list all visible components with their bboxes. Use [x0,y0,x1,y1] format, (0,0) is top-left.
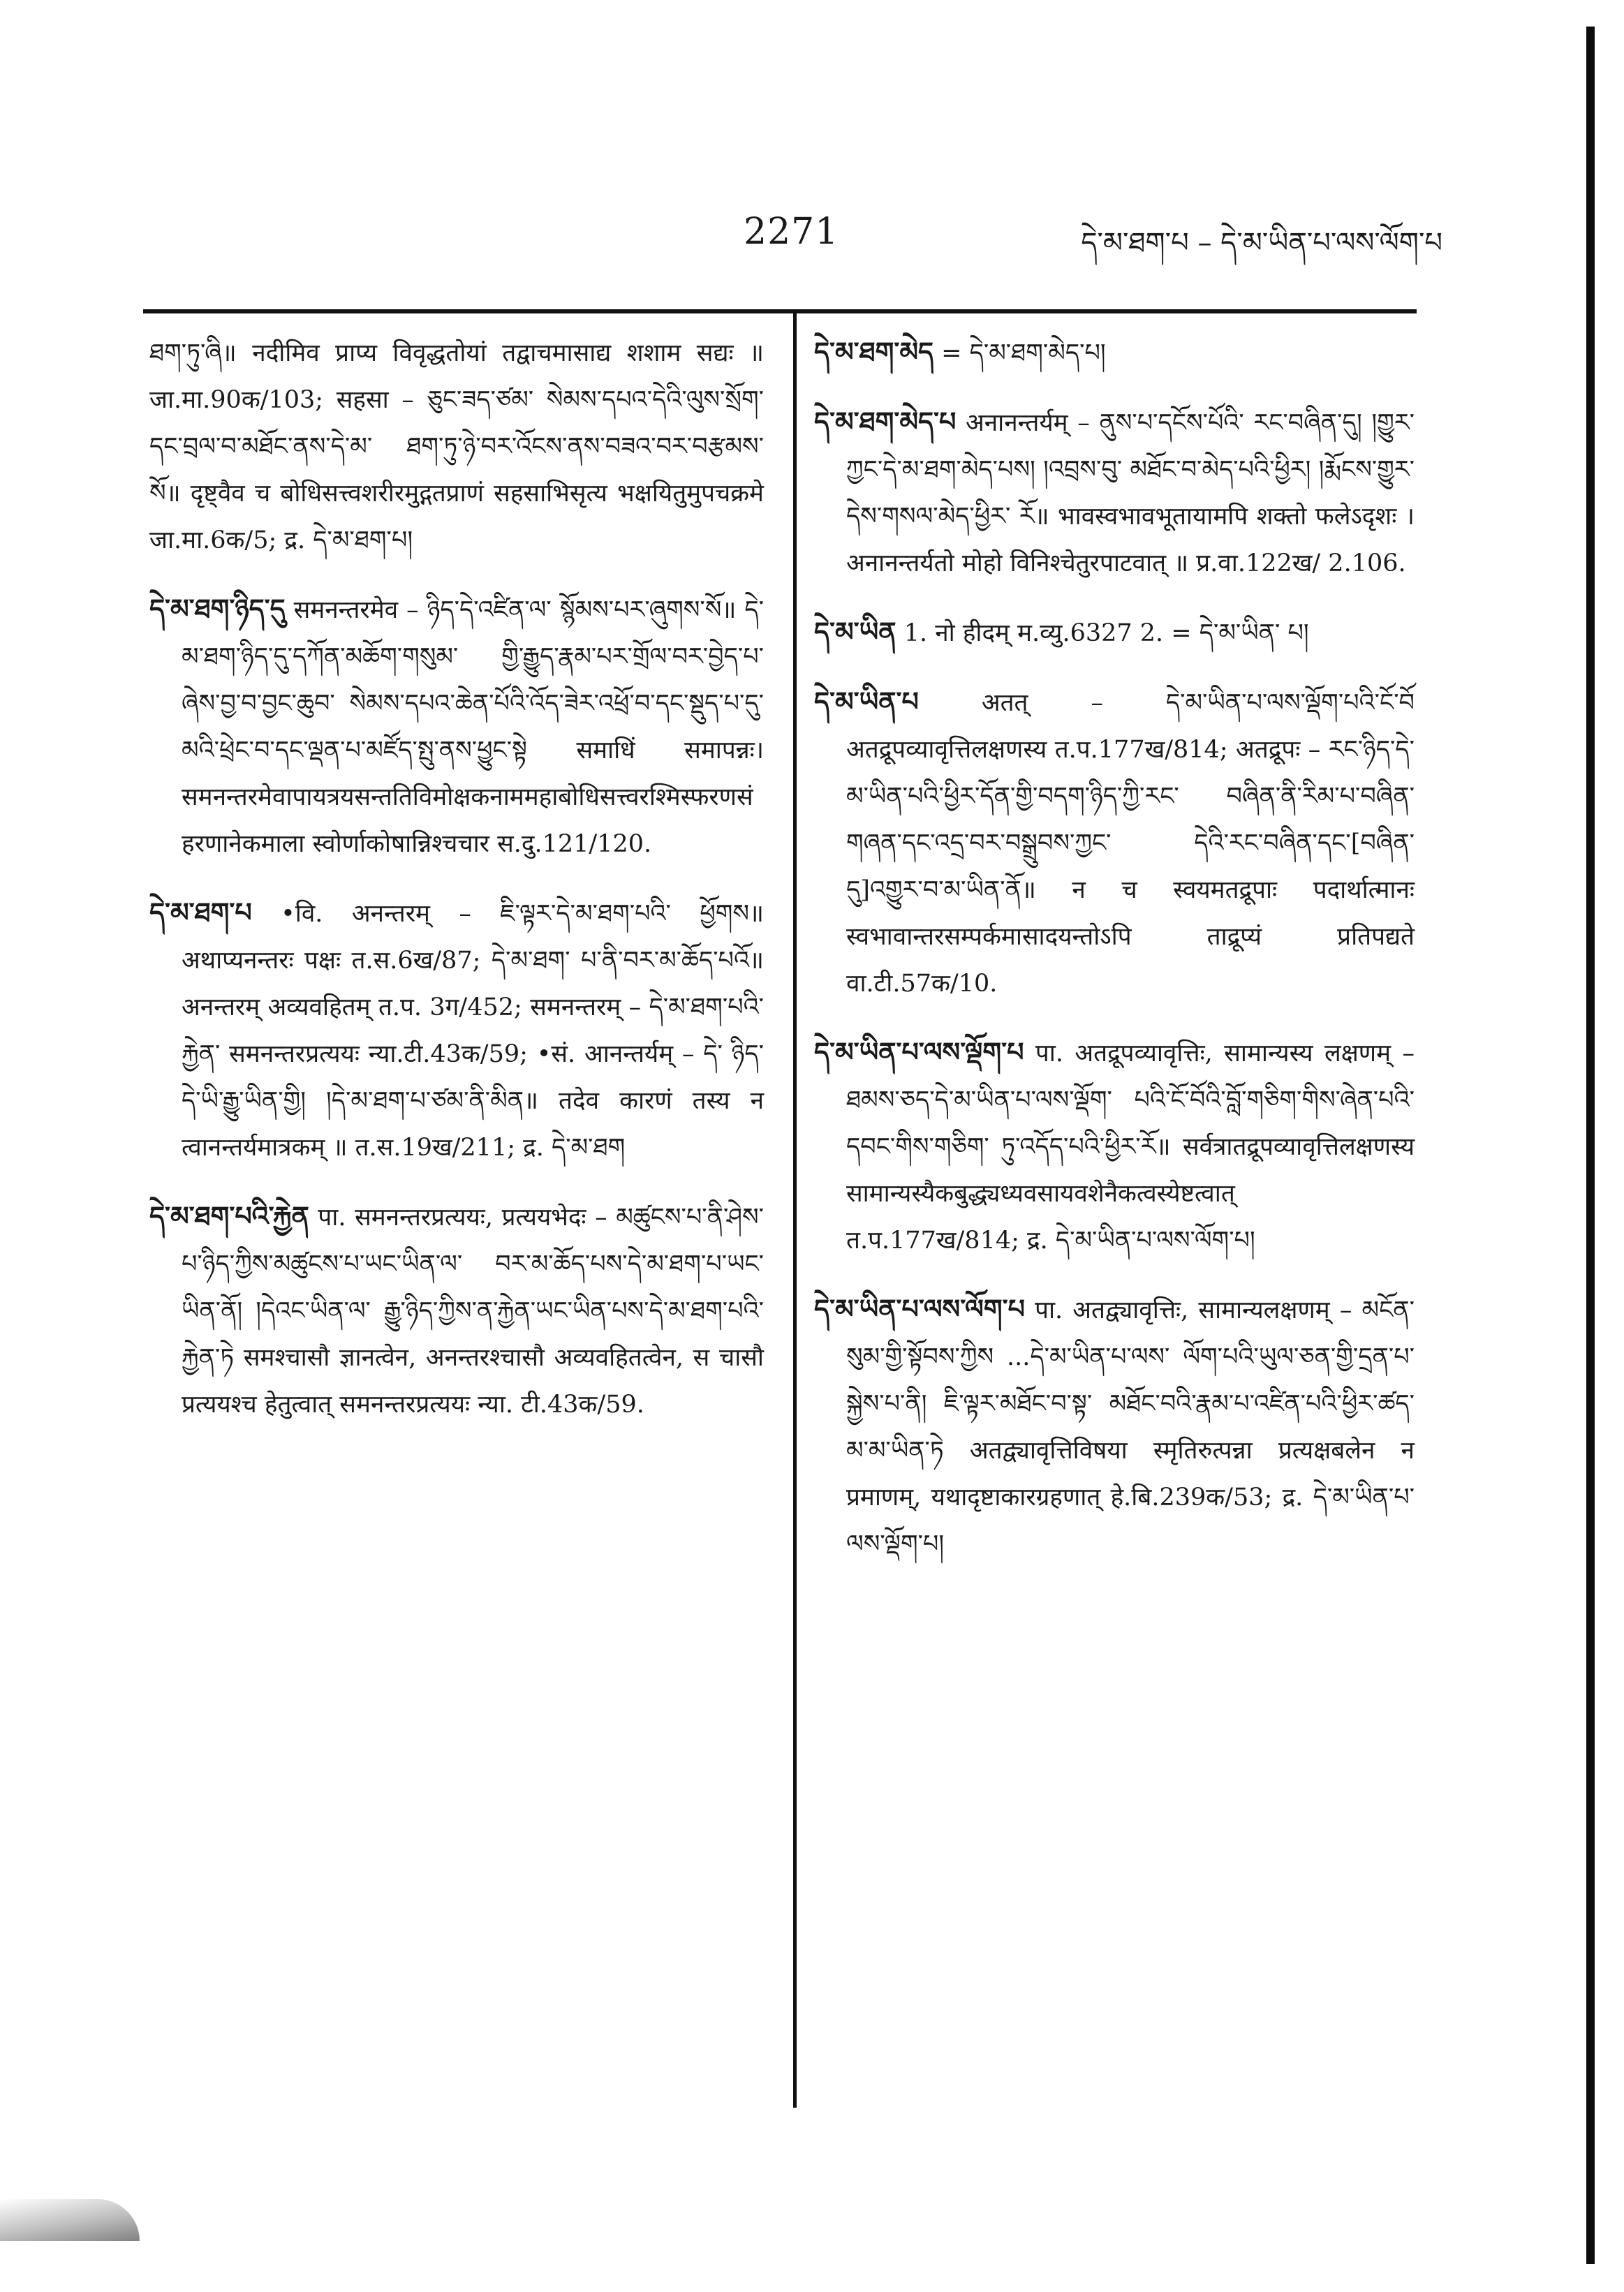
entry-headword: དེ་མ་ཡིན་པ་ལས་ལོག་པ [814,1293,1025,1324]
dictionary-entry [149,328,764,564]
entry-text: ཐག་ཏུ་ཞི॥ नदीमिव प्राप्य विवृद्धतोयां तद्वाचमासाद्य शशाम सद्यः ॥ जा.मा.90क/103; सहसा – ཅུང་ཟད་ཙམ་ སེམས་དཔའ་དེའི་ལུས་སྲོག་དང་བྲལ་བ་མཐོང་ནས་དེ་མ་ ཐག་ཏུ་ཉེ་བར་འོངས་ནས་བཟའ་བར་བརྩམས་སོ॥ दृष्ट्वैव च बोधिसत्त्वशरीरमुद्गतप्राणं सहसाभिसृत्य भक्षयितुमुपचक्रमे जा.मा.6क/5; द्र. དེ་མ་ཐག་པ། [149,339,764,554]
entry-headword: དེ་མ་ཐག་མེད་པ [814,406,957,437]
entry-text: पा. समनन्तरप्रत्ययः, प्रत्ययभेदः – མཚུངས་པ་ནི་ཤེས་པ་ཉིད་ཀྱིས་མཚུངས་པ་ཡང་ཡིན་ལ་ བར་མ་ཆོད་པས་དེ་མ་ཐག་པ་ཡང་ཡིན་ནོ། །དེའང་ཡིན་ལ་ རྒྱུ་ཉིད་ཀྱིས་ན་རྐྱེན་ཡང་ཡིན་པས་དེ་མ་ཐག་པའི་རྐྱེན་ཏེ समश्चासौ ज्ञानत्वेन, अनन्तरश्चासौ अव्यवहितत्वेन, स चासौ प्रत्ययश्च हेतुत्वात् समनन्तरप्रत्ययः न्या. टी.43क/59. [182,1204,764,1419]
entry-text: = དེ་མ་ཐག་མེད་པ། [941,339,1106,367]
entry-text: पा. अतद्रूपव्यावृत्तिः, सामान्यस्य लक्षणम् – ཐམས་ཅད་དེ་མ་ཡིན་པ་ལས་ལྡོག་ པའི་ངོ་བོའི་བློ་གཅིག་གིས་ཞེན་པའི་དབང་གིས་གཅིག་ ཏུ་འདོད་པའི་ཕྱིར་རོ॥ सर्वत्रातद्रूपव्यावृत्तिलक्षणस्य सामान्यस्यैकबुद्ध्यध्यवसायवशेनैकत्वस्येष्टत्वात् त.प.177ख/814; द्र. དེ་མ་ཡིན་པ་ལས་ལོག་པ། [846,1040,1415,1255]
page-number: 2271 [744,211,839,253]
entry-headword: དེ་མ་ཐག་པ [149,896,252,928]
column-divider [793,313,797,2108]
entry-text: समनन्तरमेव – ཉིད་དེ་འཛིན་ལ་ སྙོམས་པར་ཞུགས་སོ॥ དེ་མ་ཐག་ཉིད་དུ་དཀོན་མཆོག་གསུམ་ གྱི་རྒྱུད་རྣམ་པར་གྲོལ་བར་བྱེད་པ་ཞེས་བྱ་བ་བྱང་ཆུབ་ སེམས་དཔའ་ཆེན་པོའི་འོད་ཟེར་འཕྲོ་བ་དང་སྡུད་པ་དུ་ མའི་ཕྲེང་བ་དང་ལྡན་པ་མཛོད་སྤུ་ནས་ཕྱུང་སྟེ समाधिं समापन्नः। समनन्तरमेवापायत्रयसन्ततिविमोक्षकनाममहाबोधिसत्त्वरश्मिस्फरणसंहरणानेकमाला स्वोर्णाकोषान्निश्चचार स.दु.121/120. [182,596,764,858]
binding-edge-shadow [1586,27,1595,2264]
scan-artifact [0,2199,140,2241]
entry-text: अनानन्तर्यम् – ནུས་པ་དངོས་པོའི་ རང་བཞིན་དུ། །གྱུར་ཀྱང་དེ་མ་ཐག་མེད་པས། །འབྲས་བུ་ མཐོང་བ་མེད་པའི་ཕྱིར། །རྨོངས་གྱུར་དེས་གསལ་མེད་ཕྱིར་ རོ॥ भावस्वभावभूतायामपि शक्तो फलेऽदृशः । अनानन्तर्यतो मोहो विनिश्चेतुरपाटवात् ॥ प्र.वा.122ख/ 2.106. [846,409,1415,577]
dictionary-entry [814,1285,1415,1568]
entry-text: पा. अतद्व्यावृत्तिः, सामान्यलक्षणम् – མངོན་སུམ་གྱི་སྟོབས་ཀྱིས ...དེ་མ་ཡིན་པ་ལས་ ལོག་པའི་ཡུལ་ཅན་གྱི་དྲན་པ་སྐྱེས་པ་ནི། ཇི་ལྟར་མཐོང་བ་སྟ་ མཐོང་བའི་རྣམ་པ་འཛིན་པའི་ཕྱིར་ཚད་མ་མ་ཡིན་ཏེ अतद्व्यावृत्तिविषया स्मृतिरुत्पन्ना प्रत्यक्षबलेन न प्रमाणम्, यथादृष्टाकारग्रहणात् हे.बि.239क/53; द्र. དེ་མ་ཡིན་པ་ལས་ལྡོག་པ། [846,1296,1415,1558]
header-rule [143,309,1417,313]
left-column [149,328,764,1449]
entry-text: •वि. अनन्तरम् – ཇི་ལྟར་དེ་མ་ཐག་པའི་ ཕྱོགས॥ अथाप्यनन्तरः पक्षः त.स.6ख/87; དེ་མ་ཐག་ པ་ནི་བར་མ་ཆོད་པའོ॥ अनन्तरम् अव्यवहितम् त.प. 3ग/452; समनन्तरम् – དེ་མ་ཐག་པའི་རྐྱེན་ समनन्तरप्रत्ययः न्या.टी.43क/59; •सं. आनन्तर्यम् – དེ་ ཉིད་དེ་ཡི་རྒྱུ་ཡིན་གྱི། །དེ་མ་ཐག་པ་ཙམ་ནི་མིན॥ तदेव कारणं तस्य न त्वानन्तर्यमात्रकम् ॥ त.स.19ख/211; द्र. དེ་མ་ཐག [182,900,764,1162]
dictionary-entry [149,889,764,1171]
dictionary-entry [149,1192,764,1428]
dictionary-entry [814,608,1415,657]
right-column [814,328,1415,1589]
entry-headword: དེ་མ་ཡིན་པ་ལས་ལྡོག་པ [814,1036,1024,1067]
entry-headword: དེ་མ་ཐག་པའི་རྐྱེན [149,1200,309,1232]
running-head: དེ་མ་ཐག་པ – དེ་མ་ཡིན་པ་ལས་ལོག་པ [1081,227,1442,259]
entry-headword: དེ་མ་ཐག་མེད [814,336,934,367]
dictionary-entry [149,585,764,868]
entry-headword: དེ་མ་ཐག་ཉིད་དུ [149,593,286,624]
dictionary-entry [814,1028,1415,1264]
dictionary-entry [814,678,1415,1007]
entry-headword: དེ་མ་ཡིན་པ [814,686,919,717]
dictionary-entry [814,328,1415,377]
entry-text: अतत् – དེ་མ་ཡིན་པ་ལས་ལྡོག་པའི་ངོ་བོ अतद्रूपव्यावृत्तिलक्षणस्य त.प.177ख/814; अतद्रूपः – རང་ཉིད་དེ་མ་ཡིན་པའི་ཕྱིར་དོན་གྱི་བདག་ཉིད་ཀྱི་རང་ བཞིན་ནི་རིམ་པ་བཞིན་གཞན་དང་འདྲ་བར་བསྒྲུབས་ཀྱང་ དེའི་རང་བཞིན་དང་[བཞིན་དུ]འགྱུར་བ་མ་ཡིན་ནོ॥ न च स्वयमतद्रूपाः पदार्थात्मानः स्वभावान्तरसम्पर्कमासादयन्तोऽपि ताद्रूप्यं प्रतिपद्यते वा.टी.57क/10. [846,689,1415,998]
entry-headword: དེ་མ་ཡིན [814,616,896,647]
dictionary-entry [814,398,1415,587]
entry-text: 1. नो हीदम् म.व्यु.6327 2. = དེ་མ་ཡིན་ པ། [903,619,1309,647]
